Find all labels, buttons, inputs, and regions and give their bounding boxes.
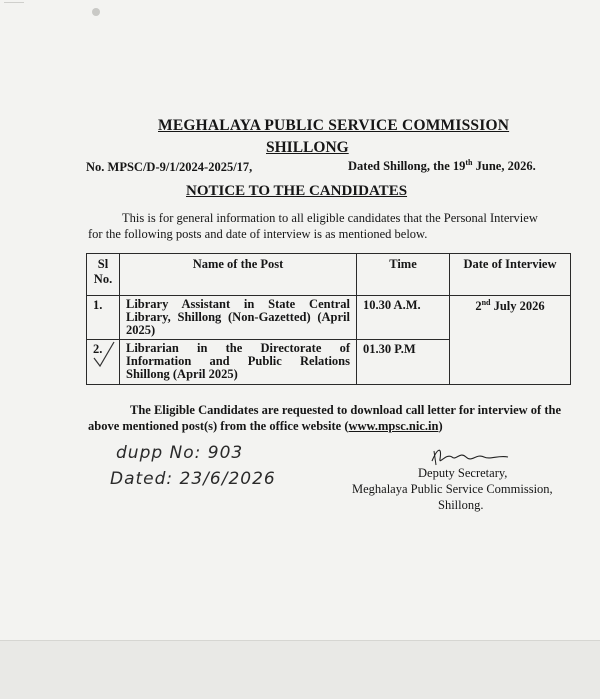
row-time: 10.30 A.M. xyxy=(357,296,450,340)
reference-number: No. MPSC/D-9/1/2024-2025/17, xyxy=(86,160,253,174)
header-time: Time xyxy=(357,254,450,296)
signatory-designation: Deputy Secretary, xyxy=(418,466,508,480)
table-row xyxy=(87,296,571,340)
tick-mark-icon xyxy=(92,340,116,370)
organisation-heading: MEGHALAYA PUBLIC SERVICE COMMISSION xyxy=(158,117,510,134)
intro-line-1: This is for general information to all eligible candidates that the Personal Interview xyxy=(122,211,538,225)
handwritten-dispatch-number: dupp No: 903 xyxy=(116,443,244,463)
intro-line-2: for the following posts and date of interview is as mentioned below. xyxy=(88,227,428,241)
handwritten-dispatch-date: Dated: 23/6/2026 xyxy=(110,469,276,489)
website-link[interactable]: www.mpsc.nic.in xyxy=(348,419,439,433)
row-post: Librarian in the Directorate of Information and Public Relations Shillong (April 2025) xyxy=(120,340,357,385)
signatory-place: Shillong. xyxy=(438,498,484,512)
header-sl-no: Sl No. xyxy=(87,254,120,296)
interview-schedule-table xyxy=(86,253,571,385)
row-post: Library Assistant in State Central Library, Shillong (Non-Gazetted) (April 2025) xyxy=(120,296,357,340)
row-time: 01.30 P.M xyxy=(357,340,450,385)
notice-title: NOTICE TO THE CANDIDATES xyxy=(186,183,408,199)
scan-mark xyxy=(4,2,24,13)
row-sl: 2. xyxy=(87,340,120,385)
punch-hole-mark xyxy=(92,8,100,16)
paper-edge xyxy=(0,640,600,699)
issue-date: Dated Shillong, the 19th June, 2026. xyxy=(348,158,536,174)
table-header-row xyxy=(87,254,571,296)
candidates-line-1: The Eligible Candidates are requested to download call letter for interview of the xyxy=(130,403,561,417)
interview-date: 2nd July 2026 xyxy=(450,296,571,385)
city-heading: SHILLONG xyxy=(266,139,349,156)
candidates-line-2: above mentioned post(s) from the office website (www.mpsc.nic.in) xyxy=(88,419,443,433)
signatory-organisation: Meghalaya Public Service Commission, xyxy=(352,482,553,496)
row-sl: 1. xyxy=(87,296,120,340)
header-post-name: Name of the Post xyxy=(120,254,357,296)
header-date: Date of Interview xyxy=(450,254,571,296)
